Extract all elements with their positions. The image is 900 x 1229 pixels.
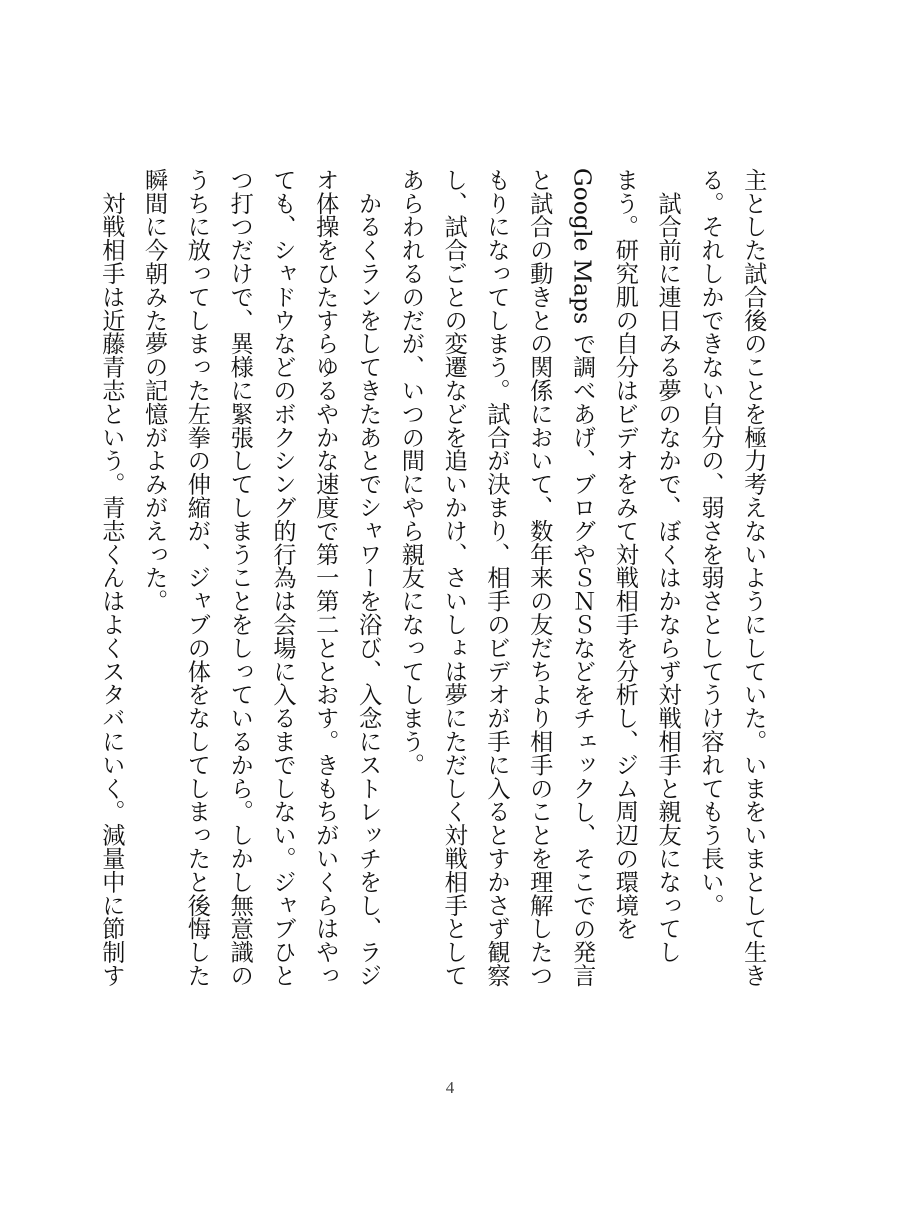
text-line: 主とした試合後のことを極力考えないようにしていた。いまをいまとして生き	[739, 168, 767, 987]
text-line: と試合の動きとの関係において、数年来の友だちより相手のことを理解したつ	[525, 168, 553, 987]
text-line: 試合前に連日みる夢のなかで、ぼくはかならず対戦相手と親友になってし	[654, 168, 682, 964]
text-line: ても、シャドウなどのボクシング的行為は会場に入るまでしない。ジャブひと	[268, 168, 296, 987]
text-line: まう。研究肌の自分はビデオをみて対戦相手を分析し、ジム周辺の環境を	[611, 168, 639, 941]
text-line: し、試合ごとの変遷などを追いかけ、さいしょは夢にただしく対戦相手として	[440, 168, 468, 987]
text-line: 対戦相手は近藤青志という。青志くんはよくスタバにいく。減量中に節制す	[97, 168, 125, 987]
text-line: オ体操をひたすらゆるやかな速度で第一第二ととおす。きもちがいくらはやっ	[311, 168, 339, 987]
page-number: 4	[445, 1078, 455, 1097]
text-line: かるくランをしてきたあとでシャワーを浴び、入念にストレッチをし、ラジ	[354, 168, 382, 987]
text-line: うちに放ってしまった左拳の伸縮が、ジャブの体をなしてしまったと後悔した	[183, 168, 211, 987]
text-line: つ打つだけで、異様に緊張してしまうことをしっているから。しかし無意識の	[226, 168, 254, 987]
text-line: Google Maps で調べあげ、ブログやＳＮＳなどをチェックし、そこでの発言	[568, 168, 596, 988]
text-line: もりになってしまう。試合が決まり、相手のビデオが手に入るとすかさず観察	[482, 168, 510, 987]
body-text	[89, 168, 774, 998]
text-line: 瞬間に今朝みた夢の記憶がよみがえった。	[140, 168, 168, 613]
vertical-text-block	[89, 168, 804, 998]
text-line: る。それしかできない自分の、弱さを弱さとしてうけ容れてもう長い。	[696, 168, 724, 917]
text-line: あらわれるのだが、いつの間にやら親友になってしまう。	[397, 168, 425, 777]
